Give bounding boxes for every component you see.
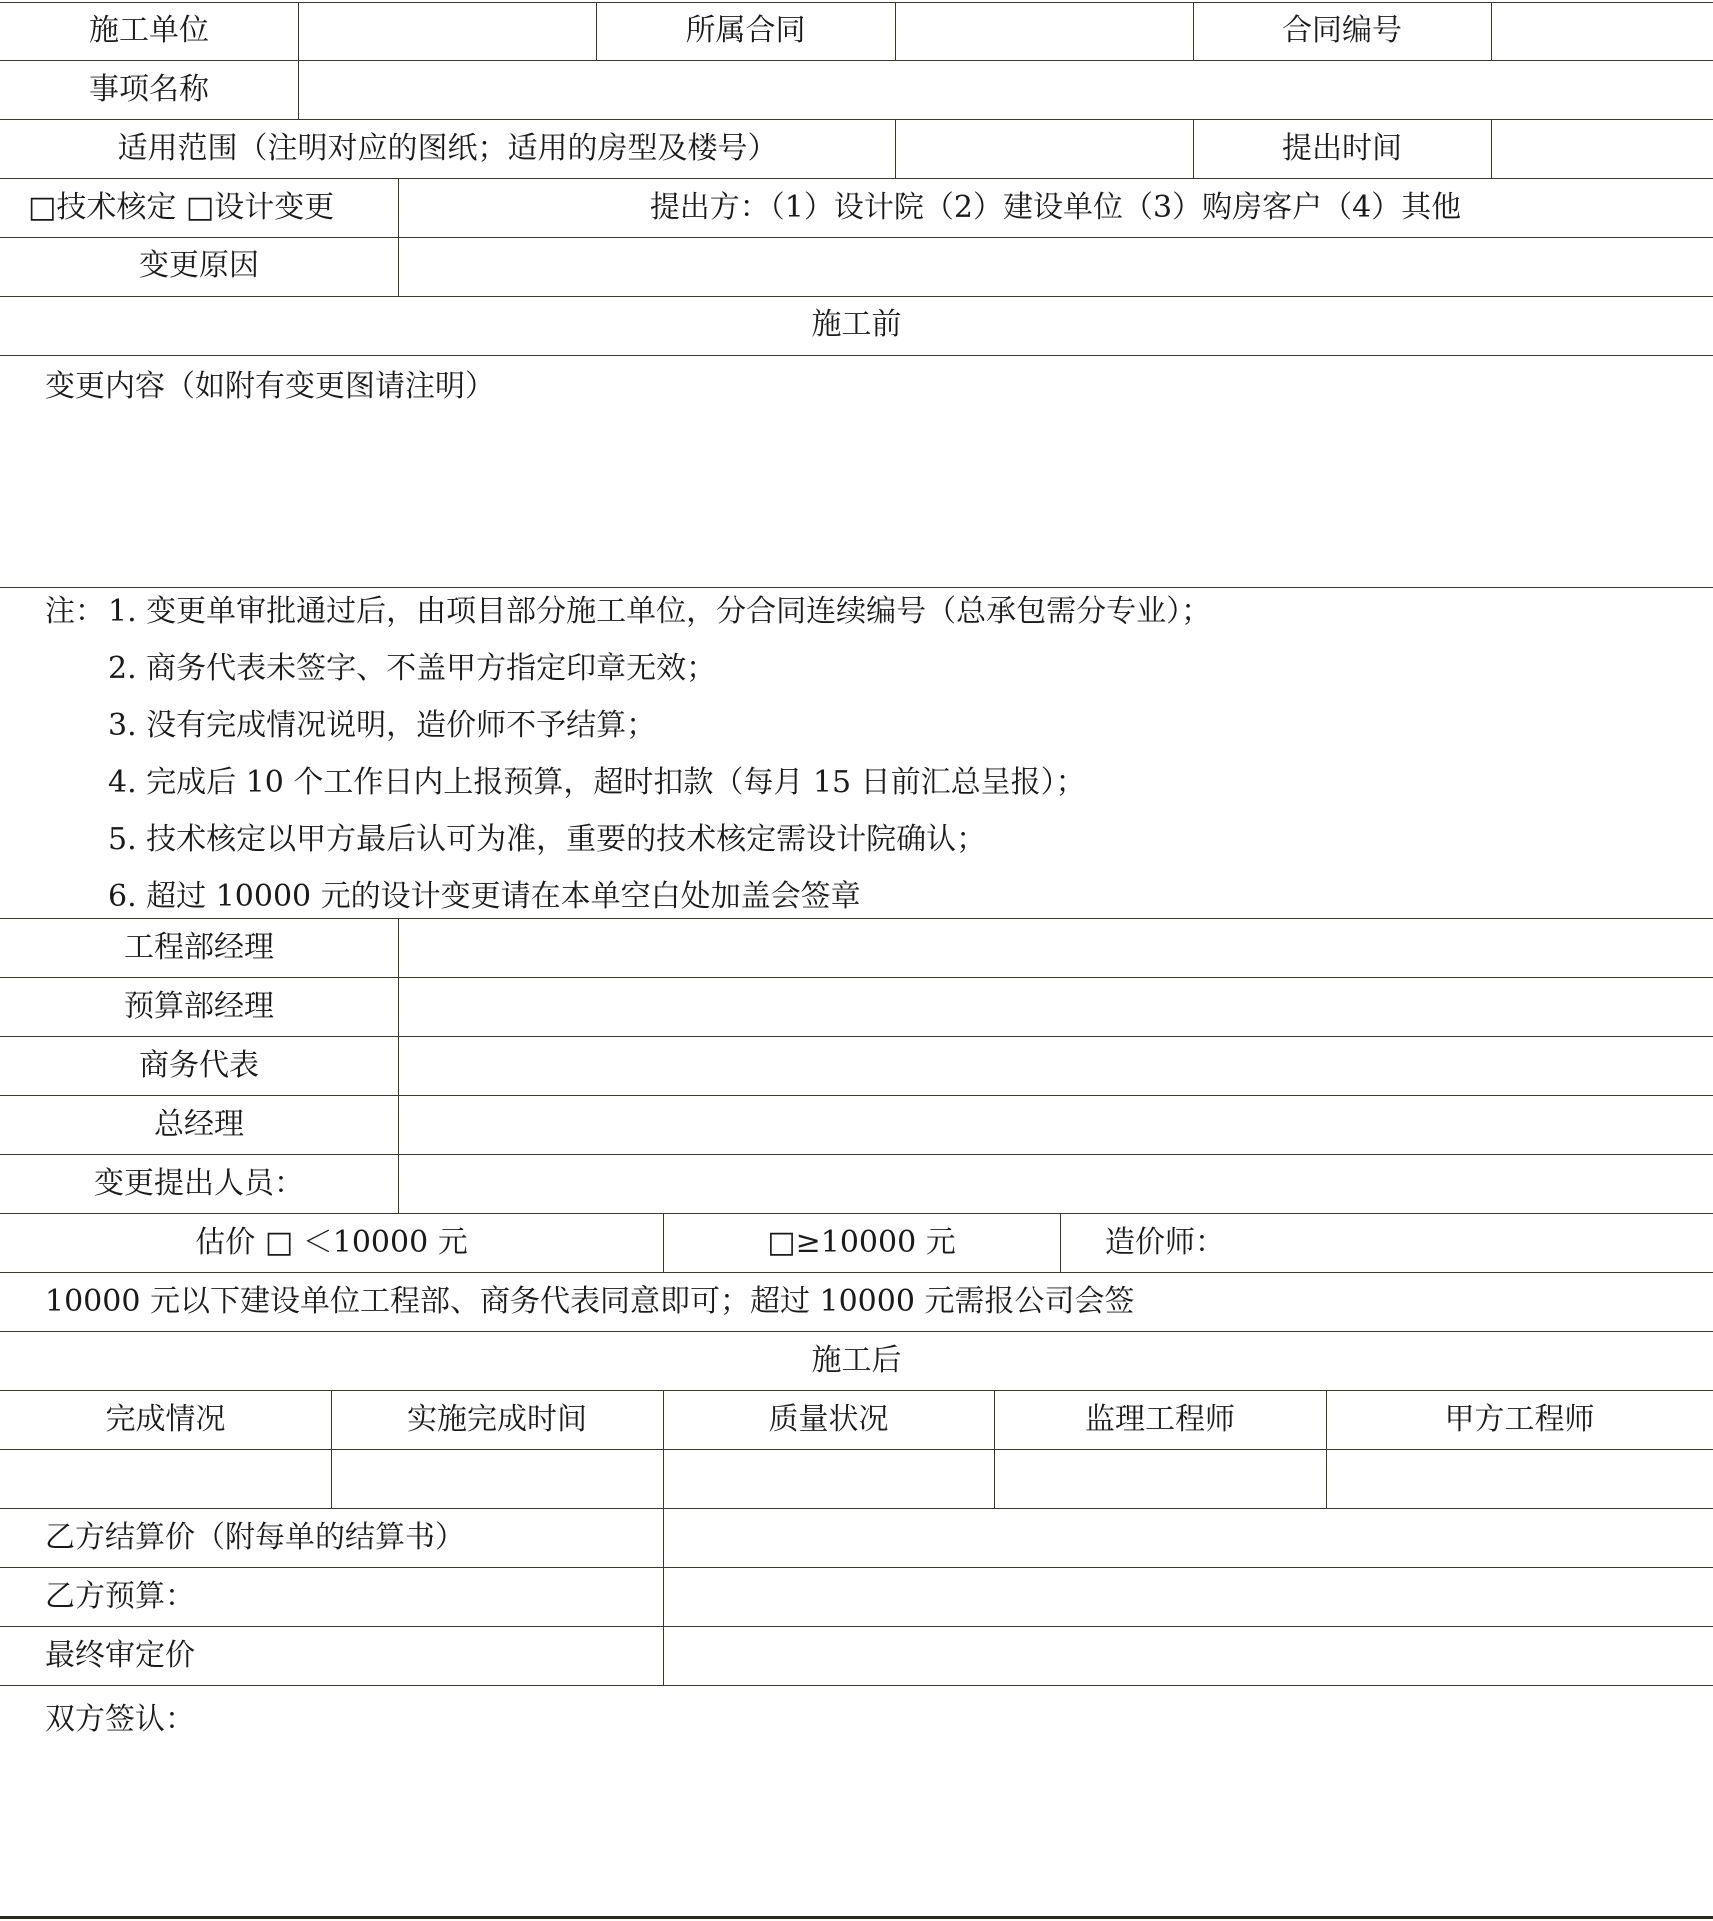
note-item: 3. 没有完成情况说明，造价师不予结算； xyxy=(108,708,657,743)
rule xyxy=(0,1390,1713,1391)
after-section-title: 施工后 xyxy=(811,1343,902,1378)
note-item: 4. 完成后 10 个工作日内上报预算，超时扣款（每月 15 日前汇总呈报）； xyxy=(108,765,1086,800)
rule xyxy=(0,918,1713,919)
approval-label: 变更提出人员： xyxy=(94,1166,304,1201)
rule xyxy=(0,1508,1713,1509)
note-item: 1. 变更单审批通过后，由项目部分施工单位，分合同连续编号（总承包需分专业）； xyxy=(108,594,1212,629)
after-column-header: 质量状况 xyxy=(768,1402,889,1437)
note-item: 6. 超过 10000 元的设计变更请在本单空白处加盖会签章 xyxy=(108,879,861,914)
approval-label: 总经理 xyxy=(154,1107,244,1142)
estimate-label: 估价 xyxy=(195,1225,256,1260)
rule xyxy=(0,1567,1713,1568)
column-rule xyxy=(298,60,299,119)
rule xyxy=(0,2,1713,3)
estimate-ge-checkbox[interactable]: □ xyxy=(767,1225,796,1260)
estimate-lt-checkbox[interactable]: □ xyxy=(264,1225,294,1260)
signature-label: 双方签认： xyxy=(45,1702,195,1737)
rule xyxy=(0,178,1713,179)
estimate-lt-text: ＜10000 元 xyxy=(302,1225,468,1260)
after-column-header: 甲方工程师 xyxy=(1444,1402,1595,1437)
column-rule xyxy=(1060,1213,1061,1272)
after-column-header: 完成情况 xyxy=(105,1402,226,1437)
rule xyxy=(0,1095,1713,1096)
rule xyxy=(0,1272,1713,1273)
type-checkboxes xyxy=(28,188,334,228)
rule xyxy=(0,1036,1713,1037)
rule xyxy=(0,1449,1713,1450)
rule xyxy=(0,355,1713,356)
after-column-header: 实施完成时间 xyxy=(407,1402,587,1437)
final-price-label: 最终审定价 xyxy=(45,1638,195,1673)
column-rule xyxy=(663,1508,664,1685)
rule xyxy=(0,60,1713,61)
contractor-budget-label: 乙方预算： xyxy=(45,1579,195,1614)
notes-prefix: 注： xyxy=(45,594,105,629)
rule xyxy=(0,587,1713,588)
approval-label: 商务代表 xyxy=(139,1048,259,1083)
cost-engineer-label: 造价师： xyxy=(1105,1225,1225,1260)
design-change-label: 设计变更 xyxy=(214,190,335,225)
rule xyxy=(0,1685,1713,1686)
column-rule xyxy=(398,918,399,1213)
column-rule xyxy=(298,2,299,60)
approval-label: 工程部经理 xyxy=(124,930,274,965)
construction-unit-label: 施工单位 xyxy=(89,13,209,48)
column-rule xyxy=(895,2,896,60)
rule xyxy=(0,237,1713,238)
contract-label: 所属合同 xyxy=(685,13,806,48)
tech-check-checkbox[interactable]: □ xyxy=(28,190,57,225)
rule xyxy=(0,1331,1713,1332)
column-rule xyxy=(895,119,896,178)
change-content-label: 变更内容（如附有变更图请注明） xyxy=(45,369,495,404)
approval-label: 预算部经理 xyxy=(124,989,274,1024)
approval-rule-text: 10000 元以下建设单位工程部、商务代表同意即可；超过 10000 元需报公司会签 xyxy=(45,1284,1135,1319)
before-section-title: 施工前 xyxy=(811,307,902,342)
rule xyxy=(0,119,1713,120)
bottom-rule xyxy=(0,1916,1713,1919)
after-column-header: 监理工程师 xyxy=(1085,1402,1235,1437)
estimate-ge-text: ≥10000 元 xyxy=(795,1225,956,1260)
contract-no-label: 合同编号 xyxy=(1282,13,1402,48)
column-rule xyxy=(1491,2,1492,60)
note-item: 2. 商务代表未签字、不盖甲方指定印章无效； xyxy=(108,651,717,686)
design-change-checkbox[interactable]: □ xyxy=(185,190,215,225)
column-rule xyxy=(1491,119,1492,178)
note-item: 5. 技术核定以甲方最后认可为准，重要的技术核定需设计院确认； xyxy=(108,822,987,857)
reason-label: 变更原因 xyxy=(139,248,259,283)
estimate-lt xyxy=(0,1223,663,1263)
rule xyxy=(0,296,1713,297)
item-name-label: 事项名称 xyxy=(89,72,209,107)
contractor-settlement-label: 乙方结算价（附每单的结算书） xyxy=(45,1520,465,1555)
scope-label: 适用范围（注明对应的图纸；适用的房型及楼号） xyxy=(117,131,778,166)
rule xyxy=(0,1626,1713,1627)
estimate-ge xyxy=(663,1223,1060,1263)
rule xyxy=(0,977,1713,978)
rule xyxy=(0,1154,1713,1155)
rule xyxy=(0,1213,1713,1214)
submit-time-label: 提出时间 xyxy=(1282,131,1402,166)
tech-check-label: 技术核定 xyxy=(56,190,177,225)
proposer-text: 提出方：（1）设计院（2）建设单位（3）购房客户（4）其他 xyxy=(649,190,1462,225)
